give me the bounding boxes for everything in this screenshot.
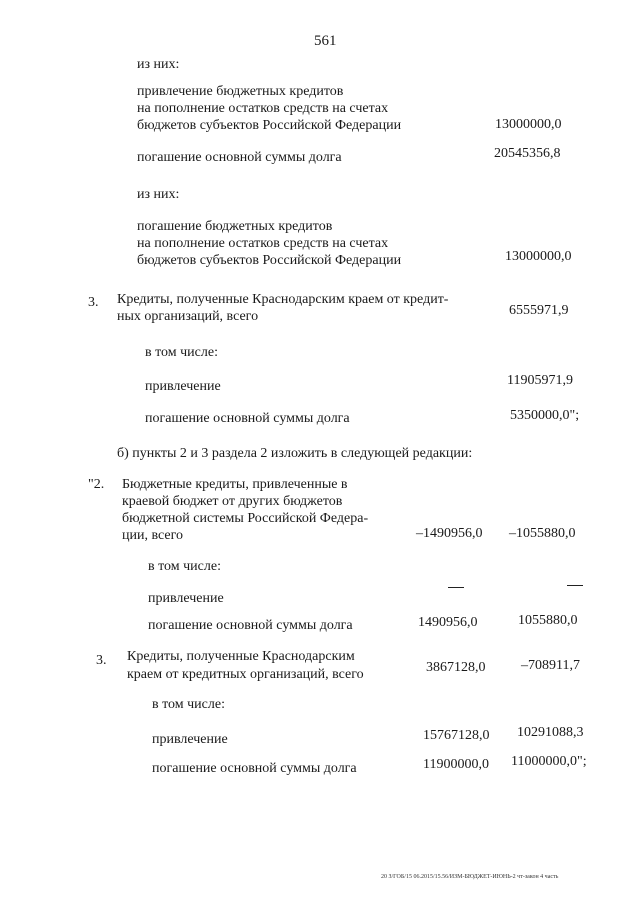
pogashenie-kred-line3: бюджетов субъектов Российской Федерации [137, 253, 402, 268]
item2-new-privlechenie-col2-dash [567, 585, 583, 586]
item3-new-total-col1: 3867128,0 [426, 660, 486, 675]
item3-new-pogashenie-col1: 11900000,0 [423, 757, 489, 772]
item3-old-privlechenie-value: 11905971,9 [507, 373, 573, 388]
item2-new-privlechenie-col1-dash [448, 587, 464, 588]
item2-new-privlechenie-label: привлечение [148, 591, 224, 606]
pogashenie-kred-line2: на пополнение остатков средств на счетах [137, 236, 389, 251]
privlechenie-line2: на пополнение остатков средств на счетах [137, 101, 389, 116]
item2-new-pogashenie-label: погашение основной суммы долга [148, 618, 353, 633]
item2-new-line3: бюджетной системы Российской Федера- [122, 511, 369, 526]
footer-code: 20 З/ГОБ/15 06.2015/15.56/ИЗМ-БЮДЖЕТ-ИЮНЬ-2 чт-закон 4 часть [381, 874, 559, 880]
item3-new-privlechenie-label: привлечение [152, 732, 228, 747]
item3-new-privlechenie-col1: 15767128,0 [423, 728, 490, 743]
privlechenie-line1: привлечение бюджетных кредитов [137, 84, 344, 99]
page-number: 561 [314, 33, 337, 49]
item3-old-privlechenie-label: привлечение [145, 379, 221, 394]
item3-new-vtom-chisle: в том числе: [152, 697, 225, 712]
item2-new-total-col2: –1055880,0 [509, 526, 576, 541]
item2-new-pogashenie-col1: 1490956,0 [418, 615, 478, 630]
item2-new-line4: ции, всего [122, 528, 183, 543]
iz-nih-label: из них: [137, 57, 180, 72]
iz-nih-label-2: из них: [137, 187, 180, 202]
item3-new-privlechenie-col2: 10291088,3 [517, 725, 584, 740]
pogashenie-kred-value: 13000000,0 [505, 249, 572, 264]
item3-new-pogashenie-label: погашение основной суммы долга [152, 761, 357, 776]
item2-new-pogashenie-col2: 1055880,0 [518, 613, 578, 628]
item2-new-total-col1: –1490956,0 [416, 526, 483, 541]
privlechenie-value: 13000000,0 [495, 117, 562, 132]
item3-old-total-value: 6555971,9 [509, 303, 569, 318]
item3-new-number: 3. [96, 653, 107, 668]
item3-old-line2: ных организаций, всего [117, 309, 259, 324]
item3-old-pogashenie-label: погашение основной суммы долга [145, 411, 350, 426]
instruction-text: б) пункты 2 и 3 раздела 2 изложить в следующей редакции: [117, 446, 473, 461]
item3-new-line1: Кредиты, полученные Краснодарским [127, 649, 355, 664]
item2-new-line1: Бюджетные кредиты, привлеченные в [122, 477, 348, 492]
item3-old-pogashenie-value: 5350000,0"; [510, 408, 580, 423]
item3-new-pogashenie-col2: 11000000,0"; [511, 754, 587, 769]
item3-old-line1: Кредиты, полученные Краснодарским краем от кредит- [117, 292, 449, 307]
privlechenie-line3: бюджетов субъектов Российской Федерации [137, 118, 402, 133]
item2-new-number: "2. [88, 477, 105, 492]
item2-new-vtom-chisle: в том числе: [148, 559, 221, 574]
item3-old-vtom-chisle: в том числе: [145, 345, 218, 360]
item3-old-number: 3. [88, 295, 99, 310]
pogashenie-value: 20545356,8 [494, 146, 561, 161]
item3-new-total-col2: –708911,7 [521, 658, 580, 673]
pogashenie-label: погашение основной суммы долга [137, 150, 342, 165]
pogashenie-kred-line1: погашение бюджетных кредитов [137, 219, 333, 234]
item2-new-line2: краевой бюджет от других бюджетов [122, 494, 343, 509]
item3-new-line2: краем от кредитных организаций, всего [127, 667, 364, 682]
